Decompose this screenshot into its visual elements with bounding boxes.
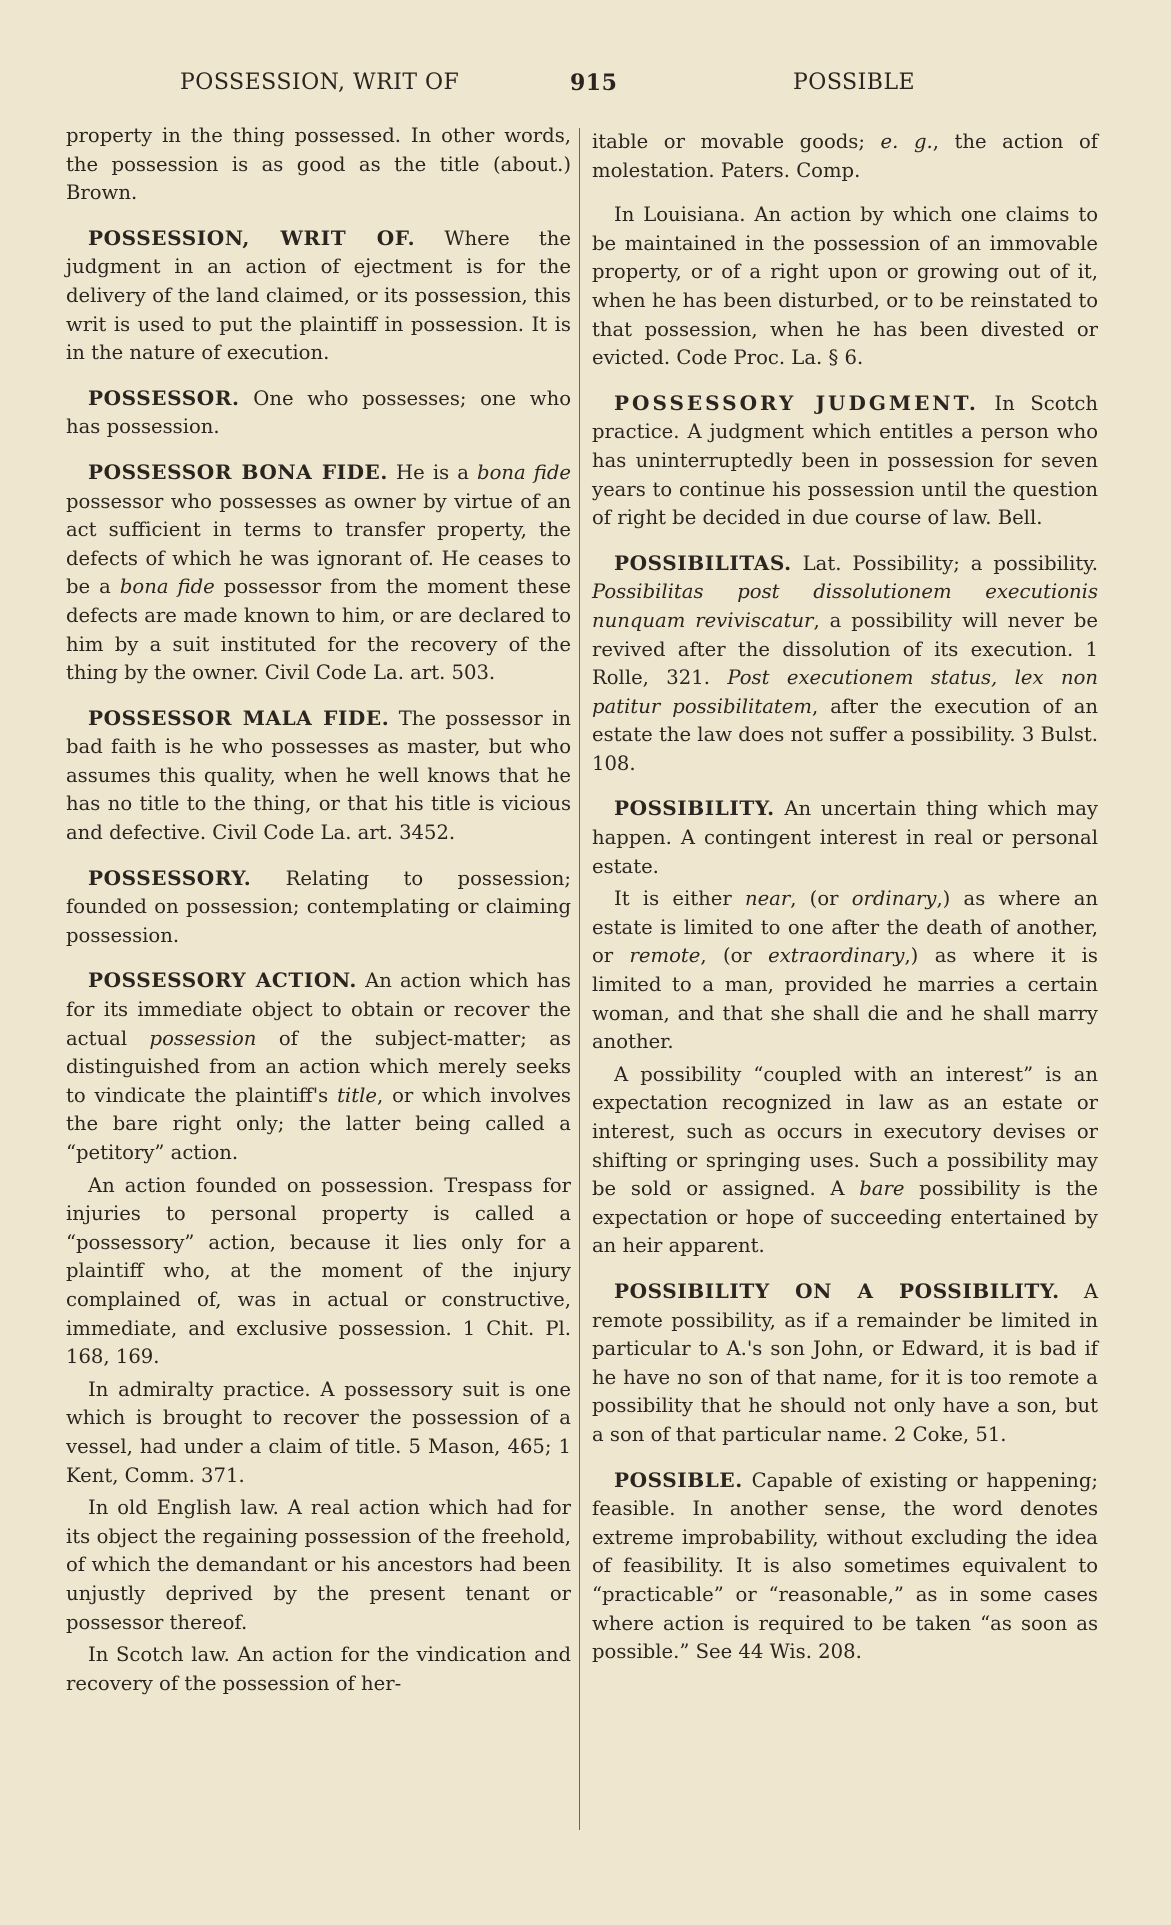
headword: POSSESSOR MALA FIDE. <box>88 705 390 730</box>
definition-part: , a possibility will never be revived after the dissolution of its execution. 1 Rolle, 321. <box>592 608 1099 690</box>
column-divider <box>579 128 580 1830</box>
sense-paragraph: In Louisiana. An action by which one claims to be maintained in the possession of an immovable property, or of a right upon or growing out of it, when he has been disturbed, or to be reinstated to that possession, when he has been divested or evicted. Code Proc. La. § 6. <box>592 203 1098 370</box>
entry-text: itable or movable goods; <box>592 130 881 153</box>
entry-possibility <box>592 794 1098 881</box>
entry-possibilitas <box>592 549 1098 779</box>
definition-part: An action which has for its immediate object to obtain or recover the actual <box>66 969 571 1050</box>
entry-possessor-bona-fide <box>66 458 571 688</box>
entry-possessory-judgment <box>592 389 1098 533</box>
italic-term: title <box>337 1083 377 1107</box>
headword: POSSIBLE. <box>614 1467 743 1492</box>
definition-part: Lat. Possibility; a possibility. <box>791 551 1098 575</box>
entry-possessory-action <box>66 966 571 1167</box>
definition-part: A possibility “coupled with an interest” is an expectation recognized in law as an estate or interest, such as occurs in executory devises or shifting or springing uses. Such a possibility may be sold or assigned. A <box>592 1062 1098 1201</box>
definition-part: possibility is the expectation or hope of succeeding entertained by an heir apparent. <box>592 1177 1098 1258</box>
italic-term: bare <box>859 1177 905 1201</box>
definition: In Scotch practice. A judgment which entitles a person who has uninterruptedly been in possession for seven years to continue his possession until the question of right be decided in due course of law. Bell. <box>592 391 1098 530</box>
headword: POSSESSOR BONA FIDE. <box>88 459 388 484</box>
definition-part: , or which involves the bare right only; the latter being called a “petitory” action. <box>66 1083 571 1164</box>
sense-paragraph <box>592 1061 1098 1261</box>
italic-maxim: Post executionem status, lex non patitur possibilitatem <box>592 666 1098 718</box>
italic-term: remote <box>629 944 701 968</box>
definition: Capable of existing or happening; feasible. In another sense, the word denotes extreme improbability, without excluding the idea of feasibility. It is also sometimes equivalent to “practicable” or “reasonable,” as in some cases where action is required to be taken “as soon as possible.” See 44 Wis. 208. <box>592 1468 1098 1664</box>
sense-paragraph <box>592 885 1098 1057</box>
italic-maxim: Possibilitas post dissolutionem executionis nunquam reviviscatur <box>592 580 1098 632</box>
headword: POSSIBILITY ON A POSSIBILITY. <box>614 1278 1060 1303</box>
definition: An uncertain thing which may happen. A contingent interest in real or personal estate. <box>592 797 1098 878</box>
definition-part: He is a <box>387 460 478 484</box>
italic-term: ordinary <box>851 887 937 911</box>
italic-term: bona fide <box>119 575 215 599</box>
sense-paragraph: In admiralty practice. A possessory suit is one which is brought to recover the possession of a vessel, had under a claim of title. 5 Mason, 465; 1 Kent, Comm. 371. <box>66 1377 571 1487</box>
entry-text: , the action of molestation. Paters. Comp. <box>592 130 1099 182</box>
definition-part: , (or <box>700 944 769 968</box>
entry-possessory <box>66 864 571 951</box>
headword: POSSIBILITY. <box>614 796 775 821</box>
entry-possessor-mala-fide <box>66 704 571 848</box>
entry-text: property in the thing possessed. In other words, the possession is as good as the title (about.) Brown. <box>66 124 571 205</box>
definition: One who possesses; one who has possession. <box>66 386 571 439</box>
definition-part: ,) as where it is limited to a man, provided he marries a certain woman, and that she shall die and he shall marry another. <box>592 944 1098 1054</box>
running-header <box>0 70 1171 106</box>
headword: POSSESSORY JUDGMENT. <box>614 390 979 415</box>
definition: Where the judgment in an action of ejectment is for the delivery of the land claimed, or its possession, this writ is used to put the plaintiff in possession. It is in the nature of execution. <box>66 226 571 365</box>
definition-part: , (or <box>790 887 852 911</box>
headword: POSSESSION, WRIT OF. <box>88 225 416 250</box>
italic-term: bona fide <box>477 460 571 484</box>
sense-paragraph: In Scotch law. An action for the vindication and recovery of the possession of her- <box>66 1643 571 1695</box>
header-right-guide-word: POSSIBLE <box>793 70 916 95</box>
definition: A remote possibility, as if a remainder be limited in particular to A.'s son John, or Edward, it is bad if he have no son of that name, for it is too remote a possibility that he should not only have a son, but a son of that particular name. 2 Coke, 51. <box>592 1279 1098 1446</box>
definition-part: of the subject-matter; as distinguished from an action which merely seeks to vindicate the plaintiff's <box>66 1026 571 1107</box>
header-left-guide-word: POSSESSION, WRIT OF <box>180 70 460 95</box>
entry-possession-writ-of <box>66 224 571 368</box>
entry-continuation <box>592 128 1098 185</box>
italic-term: near <box>744 887 791 911</box>
definition: The possessor in bad faith is he who possesses as master, but who assumes this quality, when he well knows that he has no title to the thing, or that his title is vicious and defective. Civil Code La. art. 3452. <box>66 706 571 845</box>
definition-part: , after the execution of an estate the law does not suffer a possibility. 3 Bulst. 108. <box>592 694 1098 775</box>
left-column <box>66 122 571 1702</box>
entry-possessor <box>66 384 571 442</box>
sense-paragraph: An action founded on possession. Trespass for injuries to personal property is called a “possessory” action, because it lies only for a plaintiff who, at the moment of the injury complained of, was in actual or constructive, immediate, and exclusive possession. 1 Chit. Pl. 168, 169. <box>66 1173 571 1369</box>
sense-paragraph: In old English law. A real action which had for its object the regaining possession of the freehold, of which the demandant or his ancestors had been unjustly deprived by the present tenant or possessor thereof. <box>66 1496 571 1634</box>
headword: POSSIBILITAS. <box>614 550 792 575</box>
italic-term: possession <box>149 1026 257 1050</box>
definition-part: It is either <box>614 887 745 911</box>
definition-part: possessor who possesses as owner by virtue of an act sufficient in terms to transfer property, the defects of which he was ignorant of. He ceases to be a <box>66 489 571 599</box>
italic-term: extraordinary <box>768 944 905 968</box>
entry-possibility-on-a-possibility <box>592 1277 1098 1450</box>
headword: POSSESSORY. <box>88 865 252 890</box>
definition-part: ,) as where an estate is limited to one after the death of another, or <box>592 887 1098 968</box>
entry-continuation <box>66 122 571 208</box>
page-number: 915 <box>570 70 618 96</box>
definition: Relating to possession; founded on possession; contemplating or claiming possession. <box>66 866 571 947</box>
headword: POSSESSORY ACTION. <box>88 968 357 993</box>
italic-term: e. g. <box>880 130 933 153</box>
definition-part: possessor from the moment these defects are made known to him, or are declared to him by a suit instituted for the recovery of the thing by the owner. Civil Code La. art. 503. <box>66 575 572 685</box>
entry-possible <box>592 1466 1098 1667</box>
right-column <box>592 128 1098 1683</box>
headword: POSSESSOR. <box>88 385 240 410</box>
